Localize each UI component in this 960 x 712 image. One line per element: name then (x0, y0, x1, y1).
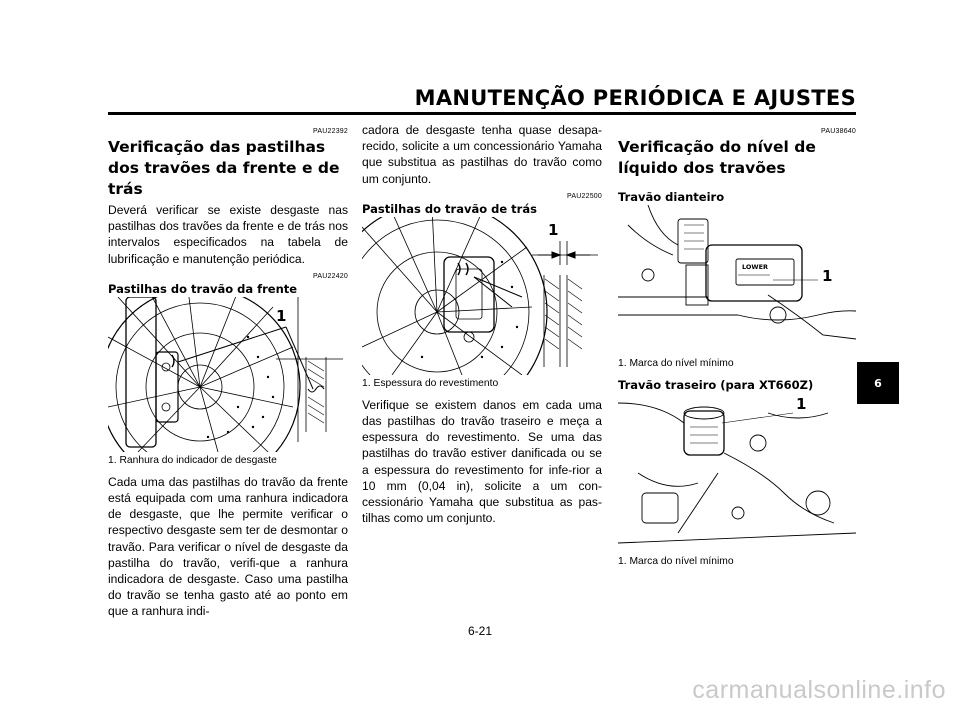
body-paragraph: Cada uma das pastilhas do travão da frente está equipada com uma ranhura indicadora de desgaste, que lhe permite verificar o respectivo desgaste sem ter de desmontar o travão. Para verificar o nível de desgaste da pastilha do travão, verifi-que a ranhura indicadora de desgaste. Caso uma pastilha do travão se tenha gasto até ao ponto em que a ranhura indi- (108, 474, 348, 619)
subsection-title: Pastilhas do travão de trás (362, 201, 537, 216)
figure-callout: 1 (796, 395, 807, 413)
page-number: 6-21 (467, 624, 493, 638)
lower-level-mark: LOWER (742, 263, 769, 271)
figure-caption: 1. Espessura do revestimento (362, 377, 499, 389)
figure-callout: 1 (276, 306, 287, 325)
rear-brake-pad-figure (362, 217, 602, 375)
rear-brake-illustration (362, 217, 602, 375)
front-brake-reservoir-figure (618, 205, 856, 355)
subsection-title-rear: Travão traseiro (para XT660Z) (618, 378, 814, 392)
section-code: PAU22392 (313, 128, 348, 135)
section-title: Verificação das pastilhas dos travões da frente e de trás (108, 138, 340, 198)
watermark: carmanualsonline.info (692, 676, 946, 704)
section-title: Verificação do nível de líquido dos travões (618, 138, 816, 177)
figure-callout: 1 (548, 220, 559, 239)
continuation-paragraph: cadora de desgaste tenha quase desapa-recido, solicite a um concessionário Yamaha que substitua as pastilhas do travão como um conjunto. (362, 123, 602, 186)
section-code: PAU38640 (821, 128, 856, 135)
front-brake-illustration (108, 297, 348, 452)
column-2 (362, 122, 602, 526)
figure-caption-front: 1. Marca do nível mínimo (618, 358, 734, 369)
figure-caption-rear: 1. Marca do nível mínimo (618, 556, 734, 567)
column-1 (108, 122, 348, 620)
body-paragraph: Verifique se existem danos em cada uma das pastilhas do travão traseiro e meça a espessura do revestimento. Se uma das pastilhas do travão estiver danificada ou se a espessura do revestimento for infe-rior a 10 mm (0,04 in), solicite a um con-cessionário Yamaha que substitua as pas-tilhas como um conjunto. (362, 397, 602, 526)
subsection-title-front: Travão dianteiro (618, 190, 725, 204)
rear-reservoir-illustration (618, 393, 856, 553)
front-brake-pad-figure (108, 297, 348, 452)
column-3 (618, 122, 856, 575)
header-rule (108, 112, 856, 115)
subsection-code: PAU22500 (567, 192, 602, 200)
subsection-code: PAU22420 (313, 272, 348, 280)
chapter-tab: 6 (857, 362, 899, 404)
chapter-title: MANUTENÇÃO PERIÓDICA E AJUSTES (414, 86, 856, 110)
figure-callout: 1 (822, 267, 833, 285)
intro-paragraph: Deverá verificar se existe desgaste nas pastilhas dos travões da frente e de trás nos intervalos especificados na tabela de lubrificação e manutenção periódica. (108, 203, 348, 266)
front-reservoir-illustration (618, 205, 856, 355)
figure-caption: 1. Ranhura do indicador de desgaste (108, 454, 277, 466)
rear-brake-reservoir-figure (618, 393, 856, 553)
subsection-title: Pastilhas do travão da frente (108, 281, 298, 296)
